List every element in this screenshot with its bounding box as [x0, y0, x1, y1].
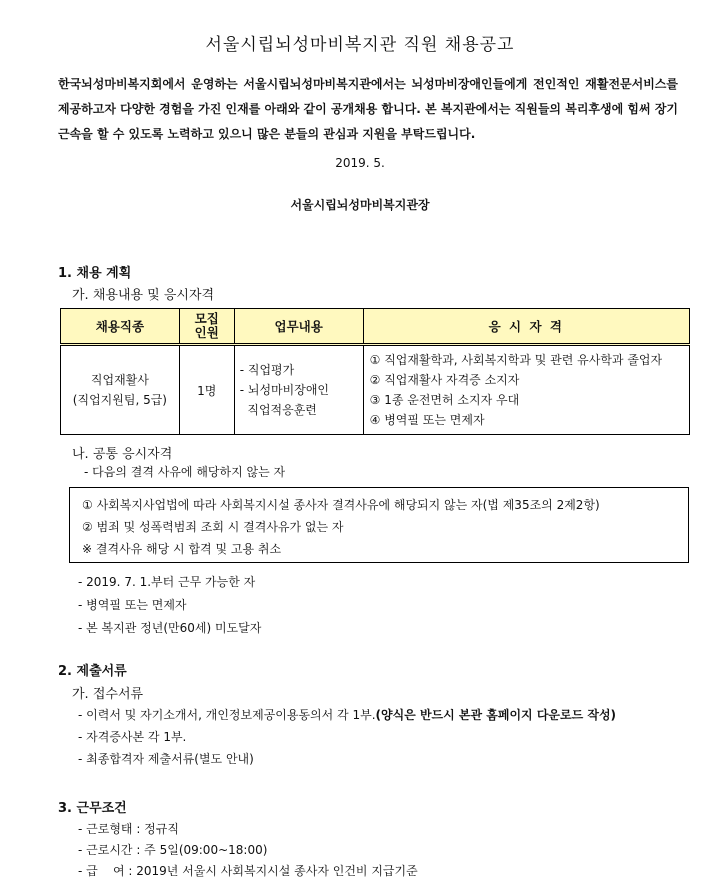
qualification-item: ② 직업재활사 자격증 소지자	[369, 373, 520, 387]
job-title: 직업재활사	[90, 373, 149, 387]
page-title: 서울시립뇌성마비복지관 직원 채용공고	[205, 35, 515, 55]
document-item: - 자격증사본 각 1부.	[78, 730, 187, 744]
header-qualifications: 응 시 자 격	[363, 309, 689, 345]
header-job-type: 채용직종	[61, 309, 180, 345]
condition-item: - 급 여 : 2019년 서울시 사회복지시설 종사자 인건비 지급기준	[78, 864, 418, 878]
recruit-table-header	[61, 309, 690, 345]
requirement-item: - 본 복지관 정년(만60세) 미도달자	[78, 621, 262, 635]
qualification-item: ③ 1종 운전면허 소지자 우대	[369, 393, 520, 407]
notice-date: 2019. 5.	[335, 156, 385, 170]
qualification-item: ① 직업재활학과, 사회복지학과 및 관련 유사학과 졸업자	[369, 353, 663, 367]
headcount-cell: 1명	[179, 345, 234, 435]
requirement-item: - 2019. 7. 1.부터 근무 가능한 자	[78, 575, 256, 589]
section-1-sub-a: 가. 채용내용 및 응시자격	[72, 288, 215, 303]
disqualification-item: ② 범죄 및 성폭력범죄 조회 시 결격사유가 없는 자	[82, 520, 344, 534]
recruit-table	[60, 308, 690, 435]
intro-paragraph: 한국뇌성마비복지회에서 운영하는 서울시립뇌성마비복지관에서는 뇌성마비장애인들에게 전인적인 재활전문서비스를 제공하고자 다양한 경험을 가진 인재를 아래와 같이 공개채용 합니다. 본 복지관에서는 직원들의 복리후생에 힘써 장기근속을 할 수 있도록 노력하고 있으니 많은 분들의 관심과 지원을 부탁드립니다.	[58, 77, 678, 141]
section-3-heading: 3. 근무조건	[58, 801, 127, 816]
condition-item: - 근로형태 : 정규직	[78, 822, 179, 836]
job-team: (직업지원팀, 5급)	[72, 393, 167, 407]
qualification-item: ④ 병역필 또는 면제자	[369, 413, 485, 427]
duties-cell	[234, 345, 363, 435]
header-duties: 업무내용	[234, 309, 363, 345]
header-headcount: 모집 인원	[179, 309, 234, 345]
section-1-heading: 1. 채용 계획	[58, 266, 132, 281]
disqualification-note: ※ 결격사유 해당 시 합격 및 고용 취소	[82, 542, 282, 556]
section-1-sub-b: 나. 공통 응시자격	[72, 447, 173, 462]
document-form-note: (양식은 반드시 본관 홈페이지 다운로드 작성)	[375, 708, 617, 722]
duty-item: 직업적응훈련	[239, 403, 317, 417]
table-row	[61, 345, 690, 435]
job-type-cell	[61, 345, 180, 435]
common-qualification-note: - 다음의 결격 사유에 해당하지 않는 자	[84, 465, 286, 479]
duty-item: - 뇌성마비장애인	[239, 383, 330, 397]
disqualification-box	[69, 487, 689, 563]
qualifications-cell	[363, 345, 689, 435]
section-2-heading: 2. 제출서류	[58, 664, 127, 679]
disqualification-item: ① 사회복지사업법에 따라 사회복지시설 종사자 결격사유에 해당되지 않는 자(법 제35조의 2제2항)	[82, 498, 600, 512]
issuer-name: 서울시립뇌성마비복지관장	[290, 198, 430, 212]
document-item-text: - 이력서 및 자기소개서, 개인정보제공이용동의서 각 1부.	[78, 708, 376, 722]
section-2-sub-a: 가. 접수서류	[72, 687, 144, 702]
duty-item: - 직업평가	[239, 363, 295, 377]
document-item	[78, 706, 616, 723]
document-item: - 최종합격자 제출서류(별도 안내)	[78, 752, 254, 766]
condition-item: - 근로시간 : 주 5일(09:00~18:00)	[78, 843, 268, 857]
requirement-item: - 병역필 또는 면제자	[78, 598, 187, 612]
